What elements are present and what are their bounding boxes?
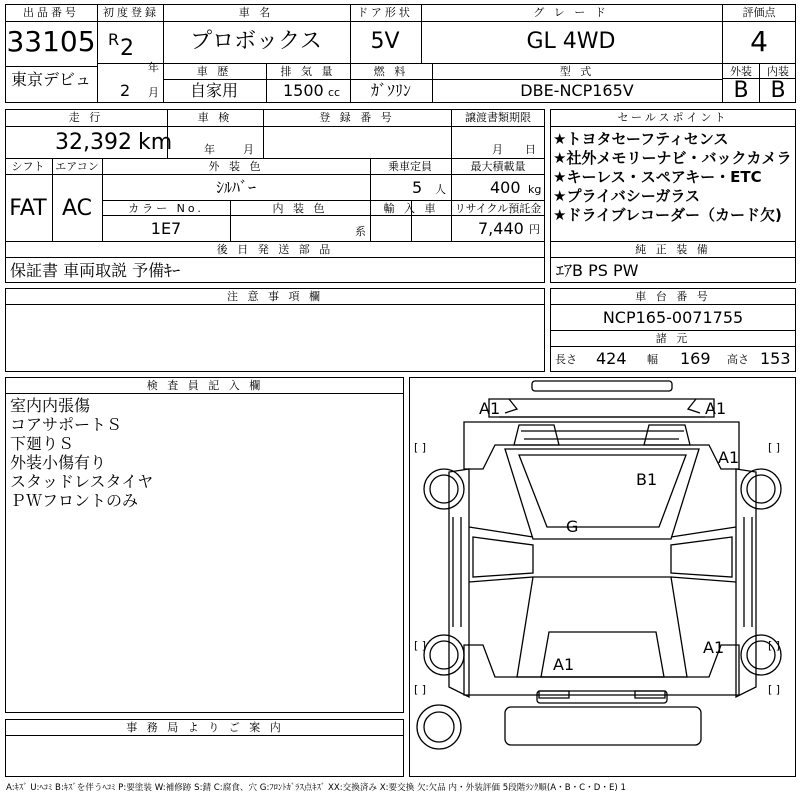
- damage-mark: A1: [705, 399, 727, 418]
- body-left: [449, 469, 469, 697]
- inspection-label: 車 検: [197, 111, 233, 124]
- mirror-left: [505, 399, 517, 413]
- seats-label: 乗車定員: [388, 160, 432, 173]
- bracket-mark: [ ]: [768, 639, 781, 652]
- recycle: 7,440: [478, 219, 524, 238]
- inspector-label: 検 査 員 記 入 欄: [146, 379, 264, 392]
- inspector-line: ＰＷフロントのみ: [10, 491, 139, 510]
- width: 169: [680, 349, 711, 368]
- debut-label: 東京デビュ: [10, 70, 92, 89]
- color-no-label: カラー No.: [128, 202, 204, 215]
- transfer-day-unit: 日: [525, 143, 536, 156]
- history-label: 車 歴: [196, 65, 232, 78]
- legend: A:ｷｽﾞ U:ﾍｺﾐ B:ｷｽﾞを伴うﾍｺﾐ P:要塗装 W:補修跡 S:錆 C:腐食、穴 G:ﾌﾛﾝﾄｶﾞﾗｽ点ｷｽﾞ XX:交換済み X:要交換 欠:欠品 内・外装評価 5段階ﾗﾝｸ順(A・B・C・D・E) 1: [6, 783, 626, 793]
- history: 自家用: [189, 81, 239, 100]
- int-color-suffix: 系: [355, 225, 366, 238]
- ext-label: 外装: [730, 65, 752, 78]
- damage-mark: A1: [718, 448, 740, 467]
- chassis-label: 車 台 番 号: [635, 290, 711, 303]
- bracket-mark: [ ]: [768, 441, 781, 454]
- length: 424: [596, 349, 627, 368]
- era: R: [108, 30, 120, 49]
- fuel: ｶﾞｿﾘﾝ: [370, 81, 412, 100]
- damage-mark: A1: [553, 655, 575, 674]
- reg-year: 2: [120, 36, 134, 61]
- color-label: 外 装 色: [208, 160, 264, 173]
- pillar-lines: [469, 527, 736, 582]
- score-label: 評価点: [742, 6, 776, 19]
- doors: 5V: [370, 29, 400, 54]
- bracket-mark: [ ]: [414, 639, 427, 652]
- ext-score: B: [733, 78, 749, 103]
- sales-points-label: セールスポイント: [617, 111, 729, 124]
- side-panel-right: [671, 537, 732, 577]
- fuel-label: 燃 料: [373, 65, 409, 78]
- underbody-shape: [505, 707, 701, 745]
- side-panel-left: [473, 537, 533, 577]
- car-name-label: 車 名: [238, 6, 274, 19]
- car-name: プロボックス: [190, 29, 322, 54]
- rear-frame: [464, 645, 739, 695]
- sales-point: ★トヨタセーフティセンス: [553, 130, 729, 148]
- month-unit: 月: [148, 86, 159, 99]
- model-label: 型 式: [559, 65, 595, 78]
- tire-front-right-inner: [747, 475, 775, 503]
- height: 153: [760, 349, 791, 368]
- grade: GL 4WD: [526, 29, 616, 54]
- chassis-no: NCP165-0071755: [602, 308, 744, 327]
- sales-point: ★キーレス・スペアキー・ETC: [553, 168, 762, 186]
- seats-unit: 人: [435, 183, 446, 196]
- shift: FAT: [9, 196, 47, 221]
- mirror-right: [688, 399, 700, 413]
- import-label: 輸 入 車: [383, 202, 439, 215]
- sales-point: ★プライバシーガラス: [553, 187, 700, 205]
- door-lines: [453, 517, 752, 627]
- mileage: 32,392: [55, 130, 132, 155]
- hood-shape: [489, 399, 714, 417]
- model: DBE-NCP165V: [520, 81, 634, 100]
- color: ｼﾙﾊﾞｰ: [215, 178, 257, 197]
- color-no: 1E7: [150, 219, 182, 238]
- transfer-label: 譲渡書類期限: [465, 111, 531, 124]
- mileage-label: 走 行: [68, 111, 104, 124]
- year-unit: 年: [148, 61, 159, 74]
- lot-no-label: 出品番号: [23, 6, 79, 19]
- bracket-mark: [ ]: [768, 683, 781, 696]
- length-label: 長さ: [555, 353, 577, 366]
- inspector-line: スタッドレスタイヤ: [10, 472, 154, 491]
- inspector-line: 室内内張傷: [10, 396, 91, 415]
- inspector-line: 外装小傷有り: [10, 453, 107, 472]
- delivery-label: 後 日 発 送 部 品: [216, 243, 334, 256]
- sales-point: ★社外メモリーナビ・バックカメラ: [553, 149, 792, 167]
- reg-no-label: 登 録 番 号: [319, 111, 395, 124]
- inspector-line: コアサポートＳ: [10, 415, 123, 434]
- lot-no: 33105: [6, 25, 96, 58]
- ac-label: エアコン: [55, 160, 99, 173]
- equipment-label: 純 正 装 備: [635, 243, 711, 256]
- int-label: 内装: [767, 65, 789, 78]
- insp-year-unit: 年: [204, 143, 215, 156]
- damage-mark: B1: [636, 470, 658, 489]
- notes-label: 注 意 事 項 欄: [227, 290, 323, 303]
- int-color-label: 内 装 色: [272, 202, 328, 215]
- height-label: 高さ: [727, 353, 749, 366]
- ac: AC: [61, 196, 93, 221]
- windshield-shape: [514, 425, 559, 445]
- load: 400: [490, 178, 521, 197]
- damage-mark: A1: [479, 399, 501, 418]
- car-diagram-svg: [409, 377, 796, 777]
- front-bumper-shape: [532, 381, 672, 391]
- first-reg-label: 初度登録: [103, 6, 159, 19]
- damage-mark: G: [566, 517, 579, 536]
- sales-point: ★ドライブレコーダー（カード欠): [553, 206, 782, 224]
- shift-label: シフト: [11, 160, 45, 173]
- office-label: 事 務 局 よ り ご 案 内: [126, 721, 284, 734]
- recycle-unit: 円: [529, 223, 540, 236]
- insp-month-unit: 月: [243, 143, 254, 156]
- delivery-parts: 保証書 車両取説 予備ｷｰ: [10, 261, 181, 280]
- tire-rear-left-inner: [430, 641, 458, 669]
- inspector-line: 下廻りＳ: [10, 434, 75, 453]
- bracket-mark: [ ]: [414, 441, 427, 454]
- width-label: 幅: [647, 353, 658, 366]
- int-score: B: [770, 78, 786, 103]
- load-label: 最大積載量: [470, 160, 526, 173]
- roof-shape: [519, 455, 686, 527]
- sales-points-list: [553, 130, 795, 225]
- seats: 5: [412, 178, 423, 197]
- damage-mark: A1: [703, 638, 725, 657]
- rear-bumper-shape: [537, 691, 667, 703]
- mileage-unit: km: [138, 130, 173, 155]
- inspector-notes: [10, 396, 153, 510]
- score: 4: [750, 25, 768, 58]
- displacement-unit: cc: [328, 86, 341, 99]
- displacement: 1500: [283, 81, 324, 100]
- recycle-label: リサイクル預託金: [454, 202, 542, 215]
- grade-label: グ レ ー ド: [533, 6, 609, 19]
- tire-front-left-inner: [430, 475, 458, 503]
- spare-tire-inner: [424, 712, 454, 742]
- windshield-center: [521, 431, 684, 439]
- bracket-mark: [ ]: [414, 683, 427, 696]
- displacement-label: 排 気 量: [280, 65, 336, 78]
- doors-label: ドア形状: [357, 6, 413, 19]
- dims-label: 諸 元: [655, 332, 691, 345]
- reg-month: 2: [120, 81, 131, 100]
- equipment: ｴｱB PS PW: [556, 261, 639, 280]
- load-unit: kg: [528, 183, 542, 196]
- transfer-month-unit: 月: [492, 143, 503, 156]
- front-frame-shape: [464, 422, 739, 469]
- windshield-shape-right: [644, 425, 690, 445]
